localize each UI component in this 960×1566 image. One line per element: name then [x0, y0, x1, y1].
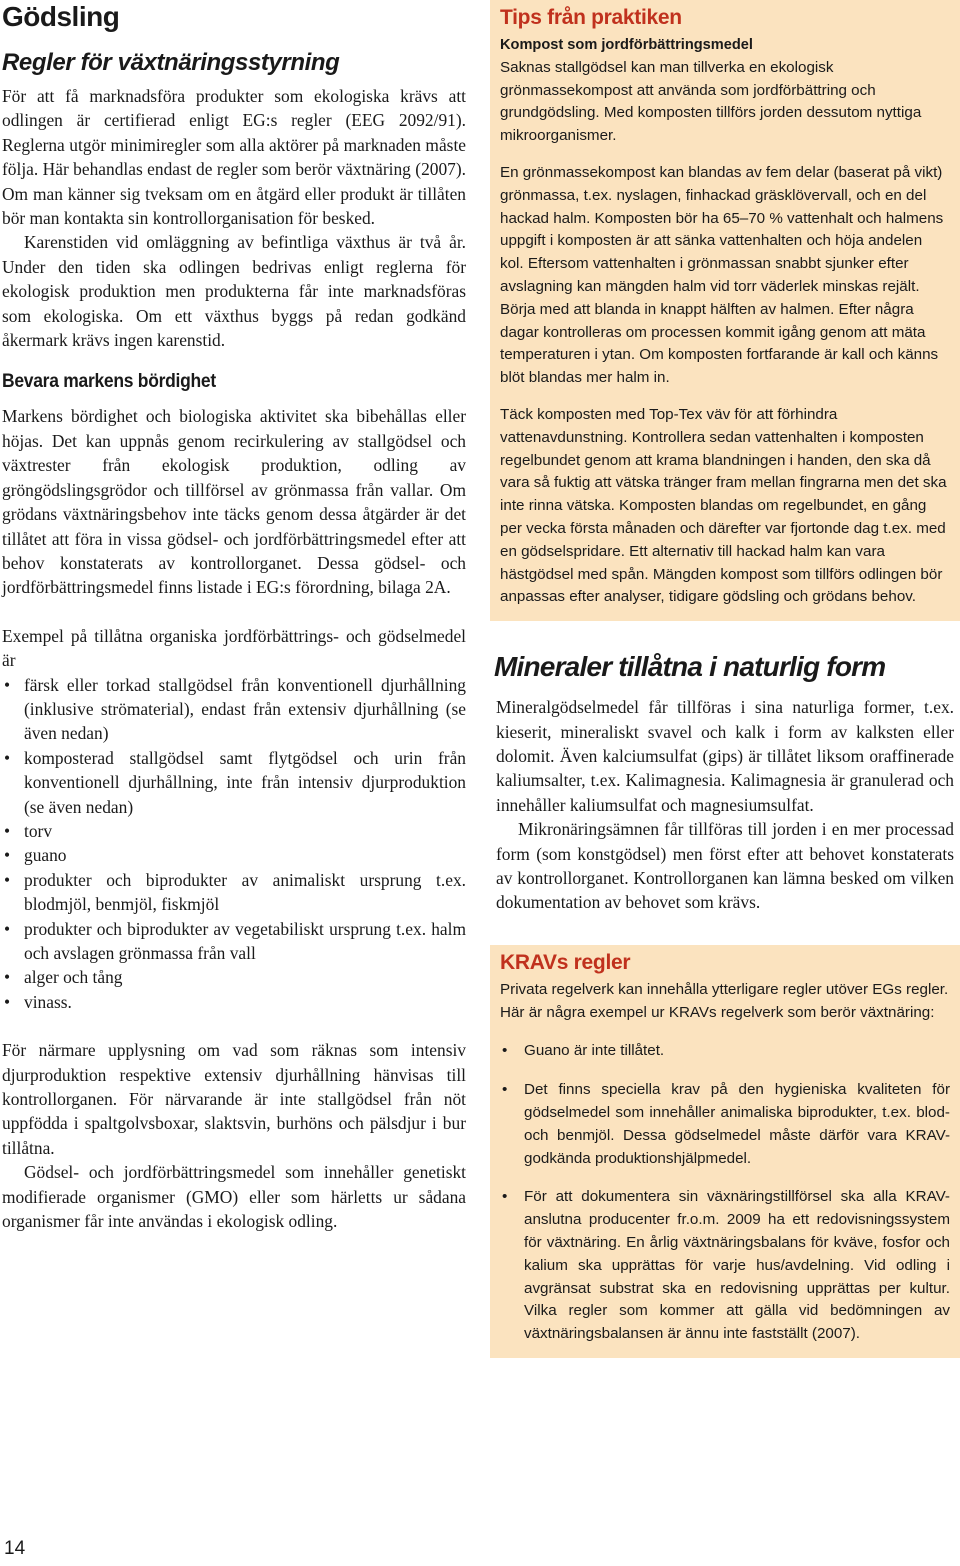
list-item: • produkter och biprodukter av vegetabiliskt ursprung t.ex. halm och avslagen grönmassa från vall — [2, 917, 466, 966]
list-item: • torv — [2, 819, 466, 843]
heading-bevara-bordighet: Bevara markens bördighet — [2, 371, 216, 393]
minerals-section — [490, 621, 960, 915]
tips-paragraph: En grönmassekompost kan blandas av fem delar (baserat på vikt) grönmassa, t.ex. nyslagen, finhackad gräsklövervall, och en del hackad halm. Komposten bör ha 65–70 % vattenhalt och halmens uppgift i komposten är att sänka vattenhalten och höja andelen kol. Eftersom vattenhalten i grönmassan snabbt sjunker efter avslagning kan mängden halm vid torr väderlek minskas rejält. Börja med att blanda in knappt hälften av halmen. Efter några dagar kontrolleras om processen kommit igång genom att mäta temperaturen i ytan. Om komposten fortfarande är kall och känns blöt blandas mer halm in. — [500, 163, 944, 387]
list-item: • För att dokumentera sin växnäringstillförsel ska alla KRAV-anslutna producenter fr.o.m. 2009 ha ett redovisningssystem för växtnäring. En årlig växtnäringsbalans för kväve, fosfor och kalium ska upprättas för varje hus/avdelning. Vid odling i avgränsat substrat ska en redovisning upprättas per kultur. Vilka regler som kommer att gälla vid bedömningen av växtnäringsbalansen är ännu inte fastställt (2007). — [500, 1186, 950, 1346]
paragraph-karenstid: Karenstiden vid omläggning av befintliga växthus är två år. Under den tiden ska odlingen bedrivas enligt reglerna för ekologisk produktion men produkterna får inte marknadsföras som ekologiska. Om ett växthus byggs på redan godkänd åkermark krävs ingen karenstid. — [2, 232, 466, 351]
krav-intro: Privata regelverk kan innehålla ytterligare regler utöver EGs regler. Här är några exempel ur KRAVs regelverk som berör växtnäring: — [500, 980, 949, 1021]
list-item: • alger och tång — [2, 965, 466, 989]
tips-paragraph: Saknas stallgödsel kan man tillverka en ekologisk grönmassekompost att använda som jordförbättring och grundgödsling. Med komposten tillförs jorden dessutom nyttiga mikroorganismer. — [500, 58, 922, 145]
tips-box — [490, 0, 960, 621]
minerals-paragraph: Mikronäringsämnen får tillföras till jorden i en mer processad form (som konstgödsel) men först efter att behovet konstaterats av kontrollorganet. Kontrollorganen kan lämna besked om vilken dokumentation av behovet som krävs. — [496, 819, 954, 913]
list-item: • färsk eller torkad stallgödsel från konventionell djurhållning (inklusive strömaterial), endast från extensiv djurhållning (se även nedan) — [2, 673, 466, 746]
tips-lead: Kompost som jordförbättringsmedel — [500, 37, 753, 53]
list-item: • Guano är inte tillåtet. — [500, 1040, 950, 1063]
paragraph-upplysning: För närmare upplysning om vad som räknas som intensiv djurproduktion respektive extensiv djurhållning hänvisas till kontrollorganen. För närvarande är inte stallgödsel från nöt uppfödda i spaltgolvsboxar, slaktsvin, burhöns och pälsdjur i bur tillåtna. — [2, 1040, 466, 1158]
page-title: Gödsling — [2, 1, 120, 32]
krav-title: KRAVs regler — [500, 950, 631, 974]
paragraph-gmo: Gödsel- och jordförbättringsmedel som innehåller genetiskt modifierade organismer (GMO) eller som härletts ur sådana organismer får inte användas i ekologisk odling. — [2, 1162, 466, 1232]
list-item: • komposterad stallgödsel samt flytgödsel och urin från konventionell djurhållning, inte från intensiv djurproduktion (se även nedan) — [2, 746, 466, 819]
minerals-paragraph: Mineralgödselmedel får tillföras i sina naturliga former, t.ex. kieserit, mineraliskt svavel och kalk i form av kalksten eller dolomit. Även kalciumsulfat (gips) är tillåtet liksom oraffinerade kaliumsalter, t.ex. Kalimagnesia. Kalimagnesia är granulerad och innehåller kaliumsulfat och magnesiumsulfat. — [496, 697, 954, 815]
krav-list — [500, 1040, 950, 1346]
page-number: 14 — [4, 1538, 26, 1559]
list-item: • guano — [2, 843, 466, 867]
tips-title: Tips från praktiken — [500, 6, 682, 29]
left-column — [2, 0, 466, 1233]
paragraph-intro: För att få marknadsföra produkter som ekologiska krävs att odlingen är certifierad enligt EG:s regler (EEG 2092/91). Reglerna utgör minimiregler som alla aktörer på marknaden måste följa. Här behandlas endast de regler som berör växtnäring (2007). Om man känner sig tveksam om en åtgärd eller produkt är tillåten bör man kontakta sin kontrollorganisation för besked. — [2, 86, 466, 229]
list-item: • Det finns speciella krav på den hygieniska kvaliteten för gödselmedel som innehåller animaliska biprodukter, t.ex. blod- och benmjöl. Dessa gödselmedel måste därför vara KRAV-godkända produktionshjälpmedel. — [500, 1079, 950, 1170]
tips-paragraph: Täck komposten med Top-Tex väv för att förhindra vattenavdunstning. Kontrollera sedan vattenhalten i komposten regelbundet genom att krama blandningen i handen, den ska då vara så fuktig att vätska tränger fram mellan fingrarna men det ska inte rinna vätska. Komposten blandas om regelbundet, en gång per vecka första månaden och därefter var fjortonde dag t.ex. med en gödselspridare. Ett alternativ till hackad halm kan vara hästgödsel med spån. Mängden kompost som tillförs odlingen bör anpassas efter analyser, tidigare gödsling och grödans behov. — [500, 405, 947, 606]
krav-box — [490, 945, 960, 1358]
paragraph-exempel: Exempel på tillåtna organiska jordförbättrings- och gödselmedel är — [2, 625, 466, 671]
section-title-regler: Regler för växtnäringsstyrning — [2, 49, 340, 76]
paragraph-bordighet: Markens bördighet och biologiska aktivitet ska bibehållas eller höjas. Det kan uppnås genom recirkulering av stallgödsel och växtrester från ekologisk produktion, odling av gröngödslingsgrödor och tillförsel av grönmassa från vallar. Om grödans växtnäringsbehov inte täcks genom dessa åtgärder är det tillåtet att föra in vissa gödsel- och jordförbättringsmedel efter att behov konstaterats av kontrollorganet. Dessa gödsel- och jordförbättringsmedel finns listade i EG:s förordning, bilaga 2A. — [2, 406, 466, 598]
list-item: • vinass. — [2, 990, 466, 1014]
list-item: • produkter och biprodukter av animaliskt ursprung t.ex. blodmjöl, benmjöl, fiskmjöl — [2, 868, 466, 917]
right-column — [490, 0, 960, 1358]
minerals-title: Mineraler tillåtna i naturlig form — [494, 651, 886, 683]
fertilizer-list — [2, 673, 466, 1015]
